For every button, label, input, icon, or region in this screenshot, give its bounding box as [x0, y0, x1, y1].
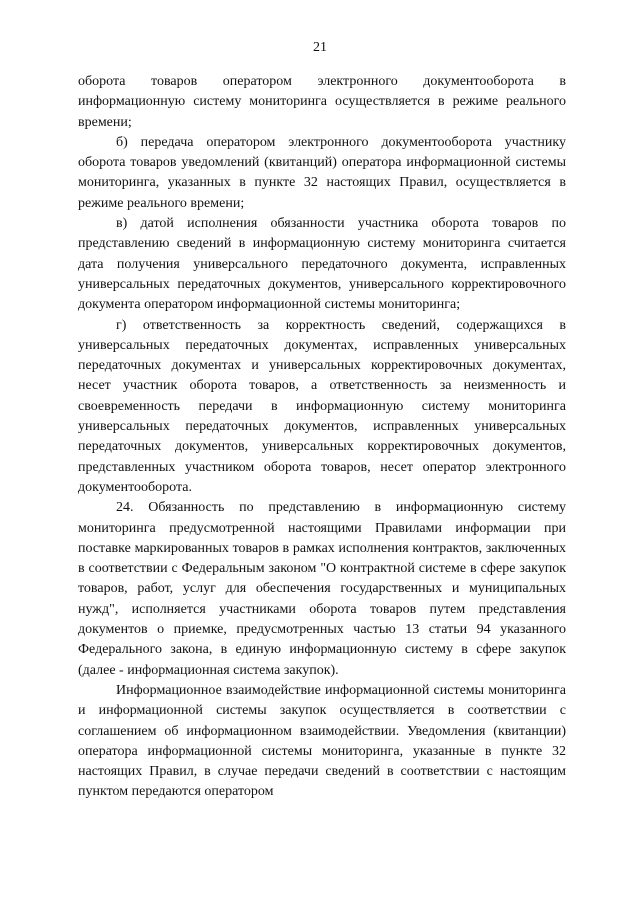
paragraph-item-b: б) передача оператором электронного документооборота участнику оборота товаров уведомлений (квитанций) оператора информационной системы мониторинга, указанных в пункте 32 настоящих Правил, осуществляется в режиме реального времени;: [78, 134, 566, 211]
page-number: 21: [313, 40, 327, 55]
paragraph-information-interaction: Информационное взаимодействие информационной системы мониторинга и информационной системы закупок осуществляется в соответствии с соглашением об информационном взаимодействии. Уведомления (квитанции) оператора информационной системы мониторинга, указанные в пункте 32 настоящих Правил, в случае передачи сведений в соответствии с настоящим пунктом передаются оператором: [78, 682, 566, 800]
paragraph-item-v: в) датой исполнения обязанности участника оборота товаров по представлению сведений в информационную систему мониторинга считается дата получения универсального передаточного документа, исправленных универсальных передаточных документов, универсального корректировочного документа оператором информационной системы мониторинга;: [78, 216, 566, 313]
paragraph-clause-24: 24. Обязанность по представлению в информационную систему мониторинга предусмотренной настоящими Правилами информации при поставке маркированных товаров в рамках исполнения контрактов, заключенных в соответствии с Федеральным законом "О контрактной системе в сфере закупок товаров, работ, услуг для обеспечения государственных и муниципальных нужд", исполняется участниками оборота товаров путем представления документов о приемке, предусмотренных частью 13 статьи 94 указанного Федерального закона, в единую информационную систему в сфере закупок (далее - информационная система закупок).: [78, 500, 566, 678]
paragraph-continuation: оборота товаров оператором электронного документооборота в информационную систему мониторинга осуществляется в режиме реального времени;: [78, 74, 566, 130]
paragraph-item-g: г) ответственность за корректность сведений, содержащихся в универсальных передаточных документах, исправленных универсальных передаточных документах и универсальных корректировочных документах, несет участник оборота товаров, а ответственность за неизменность и своевременность передачи в информационную систему мониторинга универсальных передаточных документов, исправленных универсальных передаточных документов, универсальных корректировочных документов, представленных участником оборота товаров, несет оператор электронного документооборота.: [78, 317, 566, 495]
document-body: [78, 72, 566, 803]
